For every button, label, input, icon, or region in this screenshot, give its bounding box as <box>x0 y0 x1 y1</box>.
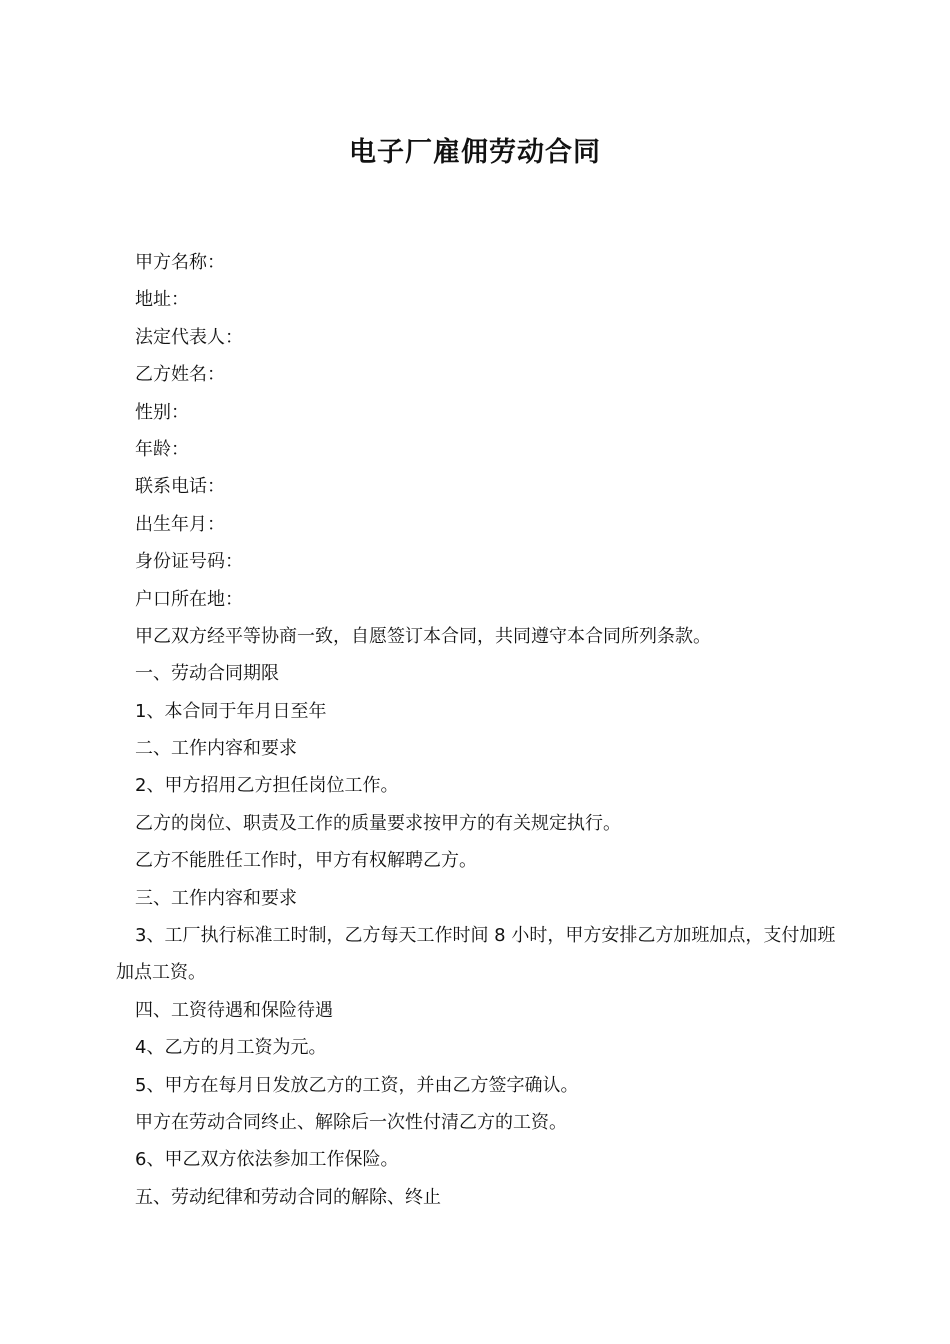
clause-1: 1、本合同于年月日至年 <box>135 700 327 722</box>
paragraph-agreement: 甲乙双方经平等协商一致，自愿签订本合同，共同遵守本合同所列条款。 <box>135 625 711 647</box>
clause-3: 3、工厂执行标准工时制，乙方每天工作时间 8 小时，甲方安排乙方加班加点，支付加班加点工资。 <box>116 925 836 984</box>
document-body <box>116 244 838 1216</box>
field-address: 地址： <box>135 289 189 311</box>
field-phone: 联系电话： <box>135 476 225 498</box>
field-party-b-name: 乙方姓名： <box>135 364 225 386</box>
field-party-a-name: 甲方名称： <box>135 252 225 273</box>
section-heading-5: 五、劳动纪律和劳动合同的解除、终止 <box>135 1186 441 1208</box>
clause-2: 2、甲方招用乙方担任岗位工作。 <box>135 775 399 797</box>
paragraph-dismissal: 乙方不能胜任工作时，甲方有权解聘乙方。 <box>135 850 477 872</box>
section-heading-4: 四、工资待遇和保险待遇 <box>135 999 333 1021</box>
field-birth-date: 出生年月： <box>135 513 225 535</box>
clause-5: 5、甲方在每月日发放乙方的工资，并由乙方签字确认。 <box>135 1074 579 1096</box>
field-id-number: 身份证号码： <box>135 551 243 573</box>
section-heading-2: 二、工作内容和要求 <box>135 738 297 760</box>
document-title: 电子厂雇佣劳动合同 <box>349 137 601 168</box>
section-heading-3: 三、工作内容和要求 <box>135 887 297 909</box>
clause-6: 6、甲乙双方依法参加工作保险。 <box>135 1149 399 1171</box>
clause-4: 4、乙方的月工资为元。 <box>135 1037 327 1059</box>
field-household-registration: 户口所在地： <box>135 588 243 610</box>
field-age: 年龄： <box>135 438 189 460</box>
field-gender: 性别： <box>135 401 189 423</box>
paragraph-final-payment: 甲方在劳动合同终止、解除后一次性付清乙方的工资。 <box>135 1112 567 1134</box>
field-legal-representative: 法定代表人： <box>135 326 243 348</box>
section-heading-1: 一、劳动合同期限 <box>135 663 279 685</box>
paragraph-duties: 乙方的岗位、职责及工作的质量要求按甲方的有关规定执行。 <box>135 812 621 834</box>
